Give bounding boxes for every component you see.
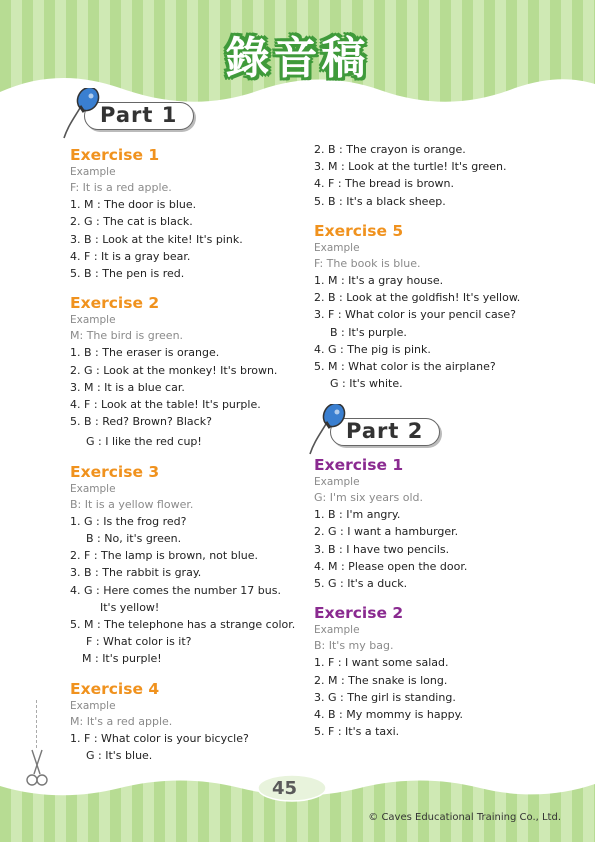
script-line: 5. F : It's a taxi. [314,725,400,739]
copyright: © Caves Educational Training Co., Ltd. [368,812,561,823]
script-line: 2. M : The snake is long. [314,673,448,687]
script-line: B : It's purple. [330,325,407,339]
script-line: 3. M : Look at the turtle! It's green. [314,160,507,174]
script-line: 2. G : Look at the monkey! It's brown. [70,363,278,377]
part2-label: Part 2 [346,419,424,443]
script-line: 3. F : What color is your pencil case? [314,308,517,322]
script-line: 2. B : The crayon is orange. [314,143,466,156]
script-line: 1. B : I'm angry. [314,508,401,522]
part2-column [314,450,564,740]
script-line: G : It's blue. [86,749,153,763]
script-line: 4. F : It is a gray bear. [70,249,191,263]
example-line: F: It is a red apple. [70,181,172,194]
script-line: 5. G : It's a duck. [314,577,408,591]
script-line: 1. M : It's a gray house. [314,274,444,288]
script-line: F : What color is it? [86,635,192,649]
script-line: 4. F : The bread is brown. [314,177,454,191]
script-line: 1. M : The door is blue. [70,198,197,212]
exercise-block [314,222,564,393]
example-line: G: I'm six years old. [314,491,424,504]
example-label: Example [314,476,360,488]
script-line: 2. B : Look at the goldfish! It's yellow. [314,291,521,305]
script-line: 5. B : Red? Brown? Black? [70,415,212,429]
exercise-title: Exercise 1 [314,456,404,474]
script-line: 4. G : Here comes the number 17 bus. [70,583,281,597]
example-label: Example [70,314,116,327]
example-line: M: The bird is green. [70,329,184,343]
exercise-block [70,680,302,765]
script-line: 4. B : My mommy is happy. [314,708,464,722]
script-line: 3. B : The rabbit is gray. [70,566,202,580]
part1-label: Part 1 [100,103,178,127]
script-line: 1. G : Is the frog red? [70,514,187,528]
page-title: 錄音稿 [225,33,370,84]
exercise-block [70,146,302,282]
script-line: 5. M : The telephone has a strange color. [70,618,296,632]
script-line: 4. F : Look at the table! It's purple. [70,398,261,412]
exercise-title: Exercise 5 [314,221,404,240]
exercise-block [314,604,564,740]
example-line: B: It is a yellow flower. [70,497,194,511]
script-line: 3. B : I have two pencils. [314,542,450,556]
script-line: 1. B : The eraser is orange. [70,346,220,360]
script-line: M : It's purple! [82,652,162,666]
script-line: 2. G : I want a hamburger. [314,525,459,539]
exercise-block [70,294,302,450]
script-line: B : No, it's green. [86,532,182,546]
script-line: 3. M : It is a blue car. [70,380,185,394]
example-line: M: It's a red apple. [70,714,173,728]
script-line: 2. G : The cat is black. [70,215,193,229]
part1-right-column [314,141,564,392]
script-line: 2. F : The lamp is brown, not blue. [70,549,258,563]
example-label: Example [70,482,116,495]
example-label: Example [314,241,360,254]
exercise-block [314,456,564,592]
script-line: 4. G : The pig is pink. [314,342,431,356]
example-label: Example [314,624,360,637]
script-line: 5. B : It's a black sheep. [314,194,446,208]
script-line: G : It's white. [330,377,403,391]
example-line: F: The book is blue. [314,256,421,270]
exercise-title: Exercise 2 [70,294,160,313]
part1-left-column [70,140,302,764]
script-line: 3. B : Look at the kite! It's pink. [70,232,243,246]
script-line: 3. G : The girl is standing. [314,690,456,704]
script-line: G : I like the red cup! [86,435,202,449]
example-line: B: It's my bag. [314,639,394,653]
microphone-icon [308,404,348,456]
script-line: 5. M : What color is the airplane? [314,360,496,374]
exercise-title: Exercise 4 [70,679,160,698]
exercise-title: Exercise 2 [314,604,404,623]
script-line: 5. B : The pen is red. [70,267,185,281]
script-line: 4. M : Please open the door. [314,559,468,573]
scissors-icon [26,748,48,788]
exercise-block [70,463,302,668]
exercise-title: Exercise 3 [70,462,160,481]
part1-badge [62,96,202,130]
example-label: Example [70,166,116,178]
microphone-icon [62,88,102,140]
script-line: It's yellow! [100,600,160,614]
part2-badge [308,412,448,446]
page-number: 45 [272,778,298,799]
script-line: 1. F : I want some salad. [314,656,449,670]
script-line: 1. F : What color is your bicycle? [70,731,249,745]
cut-line [36,700,37,748]
example-label: Example [70,699,116,712]
exercise-title: Exercise 1 [70,146,160,164]
